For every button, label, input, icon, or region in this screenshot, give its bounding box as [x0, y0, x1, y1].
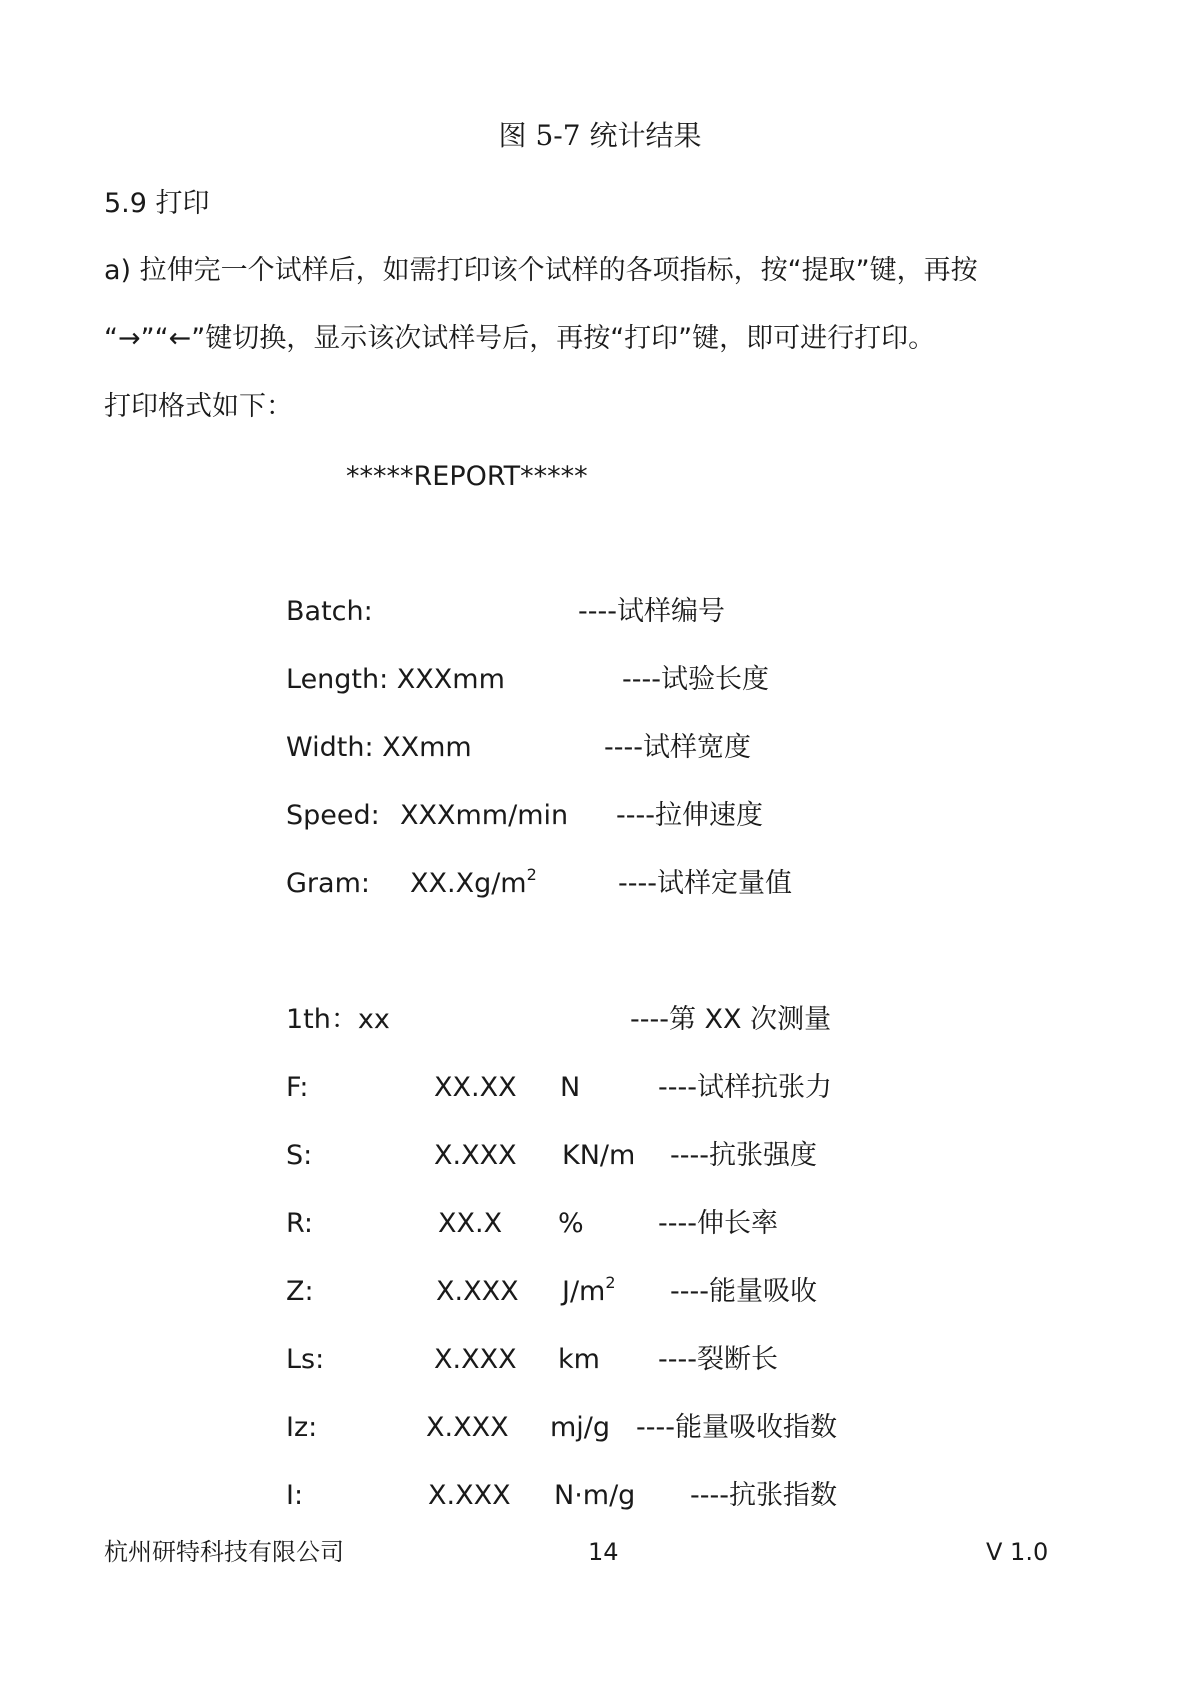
row-value: X.XXX [434, 1140, 517, 1171]
paragraph-line-1: a) 拉伸完一个试样后，如需打印该个试样的各项指标，按“提取”键，再按 [104, 255, 978, 286]
row-value: XX.X [438, 1208, 503, 1239]
row-label: S: [286, 1140, 313, 1171]
row-desc: ----能量吸收 [670, 1276, 817, 1307]
row-value: X.XXX [434, 1344, 517, 1375]
row-unit: N·m/g [554, 1480, 636, 1511]
row-label: Width: XXmm [286, 732, 472, 763]
row-desc: ----拉伸速度 [616, 800, 763, 831]
row-value: X.XXX [426, 1412, 509, 1443]
footer-page-number: 14 [588, 1538, 619, 1566]
row-desc: ----裂断长 [658, 1344, 778, 1375]
row-label: Ls: [286, 1344, 325, 1375]
row-desc: ----第 XX 次测量 [630, 1004, 832, 1035]
report-header: *****REPORT***** [346, 461, 588, 492]
row-desc: ----试样定量值 [618, 868, 792, 899]
superscript: 2 [526, 865, 537, 884]
row-desc: ----试样宽度 [604, 732, 751, 763]
figure-caption: 图 5-7 统计结果 [498, 119, 702, 152]
row-desc: ----试样抗张力 [658, 1072, 832, 1103]
row-label: Z: [286, 1276, 314, 1307]
row-desc: ----伸长率 [658, 1208, 778, 1239]
row-label: F: [286, 1072, 309, 1103]
row-value: XX.XX [434, 1072, 517, 1103]
row-label: Iz: [286, 1412, 318, 1443]
row-label: Batch: [286, 596, 373, 627]
row-label: Length: XXXmm [286, 664, 505, 695]
paragraph-line-2: “→”“←”键切换，显示该次试样号后，再按“打印”键，即可进行打印。 [104, 323, 936, 354]
superscript: 2 [605, 1273, 616, 1292]
row-unit: KN/m [562, 1140, 636, 1171]
row-label: R: [286, 1208, 314, 1239]
row-unit: % [558, 1208, 584, 1239]
row-desc: ----抗张强度 [670, 1140, 817, 1171]
row-label: Gram: [286, 868, 370, 899]
row-value: XX.Xg/m [410, 868, 527, 899]
footer-company: 杭州研特科技有限公司 [104, 1538, 344, 1566]
row-value: X.XXX [436, 1276, 519, 1307]
row-label: Speed: [286, 800, 380, 831]
row-desc: ----抗张指数 [690, 1480, 837, 1511]
row-unit: J/m [562, 1276, 606, 1307]
row-label: I: [286, 1480, 304, 1511]
row-unit: mj/g [550, 1412, 611, 1443]
row-desc: ----试样编号 [578, 596, 725, 627]
section-heading: 5.9 打印 [104, 188, 210, 219]
row-value: X.XXX [428, 1480, 511, 1511]
row-value: XXXmm/min [400, 800, 569, 831]
row-unit: N [560, 1072, 581, 1103]
row-desc: ----能量吸收指数 [636, 1412, 837, 1443]
row-unit: km [558, 1344, 600, 1375]
footer-version: V 1.0 [986, 1538, 1049, 1566]
row-desc: ----试验长度 [622, 664, 769, 695]
row-label: 1th：xx [286, 1004, 390, 1035]
paragraph-line-3: 打印格式如下： [104, 391, 293, 422]
